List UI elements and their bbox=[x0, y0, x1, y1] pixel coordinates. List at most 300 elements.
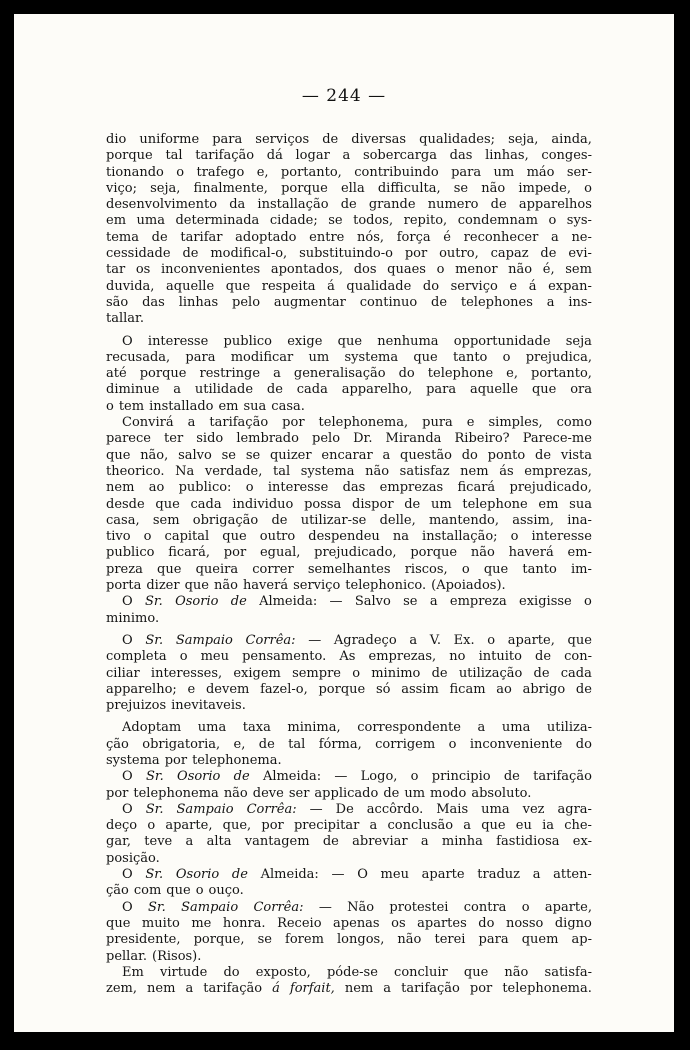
word: ne- bbox=[571, 229, 592, 245]
text-line bbox=[106, 965, 592, 981]
word: não bbox=[470, 545, 495, 561]
text-line bbox=[106, 366, 592, 382]
word: meu bbox=[380, 867, 409, 883]
word: tema bbox=[106, 229, 139, 245]
word: tallar. bbox=[106, 311, 144, 327]
word: recusada, bbox=[106, 349, 171, 365]
word: porque bbox=[139, 366, 187, 382]
word: serviços bbox=[255, 132, 310, 147]
word: fastidiosa bbox=[496, 834, 560, 850]
word: Sr. bbox=[145, 867, 164, 883]
word: quaes bbox=[387, 262, 426, 278]
word: o bbox=[195, 883, 204, 899]
word: alta bbox=[206, 834, 232, 850]
word: possa bbox=[304, 496, 342, 512]
word: que bbox=[157, 561, 182, 577]
word: fazel-o, bbox=[260, 681, 308, 697]
text-line bbox=[106, 279, 592, 295]
word: forfait, bbox=[289, 981, 335, 997]
word: outro bbox=[259, 529, 296, 545]
page-number: — 244 — bbox=[301, 86, 387, 106]
word: minimo bbox=[371, 665, 421, 681]
word: ter bbox=[164, 431, 184, 447]
word: cessidade bbox=[106, 246, 171, 262]
word: aquelle bbox=[469, 382, 519, 398]
word: porque, bbox=[193, 932, 245, 948]
word: força bbox=[396, 229, 431, 245]
word: dá bbox=[266, 148, 283, 164]
word: se bbox=[328, 213, 343, 229]
text-line bbox=[106, 529, 592, 545]
word: individuo bbox=[232, 496, 294, 512]
scanned-page bbox=[14, 14, 674, 1032]
text-line bbox=[106, 802, 592, 818]
word: uma bbox=[197, 720, 227, 736]
text-line bbox=[106, 213, 592, 229]
word: para bbox=[451, 164, 482, 180]
word: publico bbox=[106, 545, 155, 561]
word: opportunidade bbox=[453, 333, 551, 349]
word: por bbox=[223, 545, 247, 561]
word: nem bbox=[147, 981, 176, 997]
word: O bbox=[357, 867, 368, 883]
word: fórma, bbox=[318, 736, 362, 752]
word: installação bbox=[257, 197, 329, 213]
word: telephone bbox=[427, 366, 494, 382]
word: nosso bbox=[505, 915, 544, 931]
word: serviço bbox=[450, 278, 498, 294]
text-line bbox=[106, 981, 592, 997]
word: sido bbox=[196, 431, 224, 447]
word: taxa bbox=[242, 720, 271, 736]
word: lembrado bbox=[236, 431, 299, 447]
word: utilidade bbox=[194, 382, 254, 398]
word: diminue bbox=[106, 382, 160, 398]
word: o bbox=[461, 561, 470, 577]
word: principio bbox=[431, 769, 491, 785]
text-line bbox=[106, 867, 592, 883]
word: tarifação bbox=[203, 981, 263, 997]
text-line bbox=[106, 698, 592, 714]
word: pelo bbox=[312, 431, 341, 447]
word: Sampaio bbox=[175, 632, 233, 648]
word: que bbox=[184, 578, 209, 594]
word: ser- bbox=[566, 164, 592, 180]
word: aquelle bbox=[166, 278, 215, 294]
word: aparte, bbox=[165, 818, 213, 834]
word: sobercarga bbox=[362, 148, 437, 164]
word: se bbox=[245, 447, 261, 463]
word: linhas bbox=[178, 294, 219, 310]
word: (Apoiados). bbox=[431, 578, 506, 594]
word: de bbox=[503, 769, 520, 785]
word: ponto bbox=[487, 447, 526, 463]
word: para bbox=[426, 382, 457, 398]
word: virtude bbox=[159, 964, 208, 980]
word: inevitaveis. bbox=[171, 698, 246, 714]
word: pellar. bbox=[106, 948, 147, 964]
word: a bbox=[173, 382, 182, 398]
word: interesse bbox=[267, 480, 329, 496]
word: casa, bbox=[106, 512, 140, 528]
text-line bbox=[106, 431, 592, 447]
word: substituindo-o bbox=[299, 246, 393, 262]
text-line bbox=[106, 480, 592, 496]
word: entre bbox=[309, 229, 345, 245]
word: ins- bbox=[568, 294, 592, 310]
word: apontados, bbox=[270, 262, 344, 278]
word: aparte, bbox=[507, 632, 555, 648]
word: sem bbox=[152, 512, 180, 528]
word: exposto, bbox=[255, 964, 311, 980]
word: exigisse bbox=[519, 594, 572, 610]
word: Sr. bbox=[144, 594, 163, 610]
word: concluir bbox=[394, 964, 448, 980]
word: em bbox=[538, 496, 559, 512]
word: inconvenientes bbox=[160, 262, 261, 278]
word: delle, bbox=[379, 512, 416, 528]
word: até bbox=[106, 366, 127, 382]
word: prejuizos bbox=[106, 698, 167, 714]
word: das bbox=[449, 148, 473, 164]
text-line bbox=[106, 720, 592, 736]
word: de bbox=[431, 665, 448, 681]
word: devem bbox=[205, 681, 250, 697]
word: Em bbox=[122, 964, 144, 980]
word: tar bbox=[106, 262, 126, 278]
word: telephonico. bbox=[345, 578, 427, 594]
word: a bbox=[532, 867, 541, 883]
word: evi- bbox=[568, 246, 592, 262]
word: a bbox=[409, 632, 418, 648]
text-line bbox=[106, 448, 592, 464]
word: applicado bbox=[314, 785, 379, 801]
word: Sampaio bbox=[181, 899, 239, 915]
word: de bbox=[383, 785, 400, 801]
word: telephonema. bbox=[192, 752, 282, 768]
word: muito bbox=[141, 915, 180, 931]
word: modo bbox=[430, 785, 467, 801]
word: precipitar bbox=[293, 818, 360, 834]
word: o bbox=[510, 529, 519, 545]
word: conges- bbox=[541, 148, 592, 164]
word: tionando bbox=[106, 164, 164, 180]
word: Almeida: bbox=[262, 769, 322, 785]
word: por bbox=[164, 752, 188, 768]
word: con- bbox=[564, 649, 592, 665]
word: Osorio bbox=[175, 867, 220, 883]
word: assim, bbox=[512, 512, 554, 528]
text-line bbox=[106, 932, 592, 948]
word: Ex. bbox=[453, 632, 475, 648]
word: o bbox=[548, 213, 557, 229]
word: finalmente, bbox=[193, 180, 268, 196]
text-line bbox=[106, 633, 592, 649]
word: posição. bbox=[106, 850, 160, 866]
word: de bbox=[540, 246, 557, 262]
word: do bbox=[461, 447, 478, 463]
word: contribuindo bbox=[354, 164, 439, 180]
word: a bbox=[187, 415, 196, 431]
word: todos, bbox=[353, 213, 394, 229]
word: O bbox=[122, 801, 133, 817]
word: o bbox=[176, 164, 185, 180]
text-line bbox=[106, 594, 592, 610]
word: ciliar bbox=[106, 665, 140, 681]
text-line bbox=[106, 382, 592, 398]
word: de bbox=[490, 197, 507, 213]
word: semelhantes bbox=[307, 561, 391, 577]
word: da bbox=[229, 197, 246, 213]
word: ap- bbox=[571, 932, 592, 948]
word: os bbox=[135, 262, 151, 278]
word: abreviar bbox=[352, 834, 408, 850]
word: á bbox=[327, 278, 335, 294]
word: e, bbox=[256, 164, 269, 180]
word: salvo bbox=[178, 447, 212, 463]
word: um bbox=[308, 349, 330, 365]
word: o bbox=[143, 529, 152, 545]
word: correspondente bbox=[357, 720, 461, 736]
word: tal bbox=[165, 148, 183, 164]
word: despendeu bbox=[308, 529, 380, 545]
text-line bbox=[106, 562, 592, 578]
word: para bbox=[185, 349, 216, 365]
word: o bbox=[352, 665, 361, 681]
word: sua bbox=[569, 496, 592, 512]
word: modifical-o, bbox=[210, 246, 288, 262]
word: que bbox=[222, 529, 247, 545]
word: se bbox=[221, 447, 237, 463]
text-line bbox=[106, 916, 592, 932]
word: abrigo bbox=[522, 681, 566, 697]
word: apartes bbox=[417, 915, 467, 931]
word: de bbox=[258, 736, 275, 752]
text-line bbox=[106, 818, 592, 834]
text-line bbox=[106, 165, 592, 181]
word: o bbox=[410, 769, 419, 785]
word: forem bbox=[285, 932, 324, 948]
word: porque bbox=[281, 180, 328, 196]
word: se bbox=[257, 932, 272, 948]
word: minha bbox=[441, 834, 483, 850]
word: determinada bbox=[175, 213, 260, 229]
word: tarifação bbox=[209, 415, 269, 431]
word: sua bbox=[243, 398, 267, 414]
word: viço; bbox=[106, 180, 137, 196]
word: generalisação bbox=[293, 366, 386, 382]
word: De bbox=[335, 801, 354, 817]
word: outro, bbox=[439, 246, 479, 262]
word: Ribeiro? bbox=[454, 431, 510, 447]
word: satisfa- bbox=[544, 964, 592, 980]
word: Miranda bbox=[385, 431, 442, 447]
word: vista bbox=[560, 447, 592, 463]
word: tal bbox=[273, 463, 291, 479]
word: telephonema, bbox=[318, 415, 409, 431]
word: á bbox=[272, 981, 280, 997]
word: theorico. bbox=[106, 463, 165, 479]
word: o bbox=[245, 480, 254, 496]
word: nós, bbox=[357, 229, 385, 245]
word: Salvo bbox=[354, 594, 391, 610]
word: telephones bbox=[460, 294, 533, 310]
word: che- bbox=[564, 818, 592, 834]
word: Sampaio bbox=[176, 801, 234, 817]
word: systema bbox=[300, 463, 355, 479]
word: meu bbox=[200, 649, 230, 665]
word: Mais bbox=[436, 801, 469, 817]
word: interesse bbox=[147, 333, 209, 349]
word: o bbox=[436, 262, 445, 278]
word: a bbox=[429, 594, 438, 610]
word: publico bbox=[223, 333, 272, 349]
word: de bbox=[535, 447, 552, 463]
word: que bbox=[337, 333, 363, 349]
word: ia bbox=[542, 818, 554, 834]
word: são bbox=[106, 294, 129, 310]
word: tem bbox=[118, 398, 145, 414]
word: preza bbox=[106, 561, 143, 577]
word: tanto bbox=[452, 349, 488, 365]
word: Sr. bbox=[145, 632, 164, 648]
word: o bbox=[584, 180, 592, 196]
word: de bbox=[230, 594, 247, 610]
word: interesse bbox=[531, 529, 592, 545]
word: dos bbox=[353, 262, 377, 278]
text-line bbox=[106, 786, 592, 802]
text-line bbox=[106, 611, 592, 627]
word: que bbox=[106, 447, 131, 463]
word: tal bbox=[288, 736, 306, 752]
word: vez bbox=[522, 801, 545, 817]
word: ella bbox=[340, 180, 365, 196]
word: — bbox=[329, 594, 343, 610]
word: no bbox=[449, 649, 466, 665]
word: com bbox=[133, 883, 162, 899]
word: encarar bbox=[321, 447, 373, 463]
word: cidade; bbox=[269, 213, 318, 229]
word: a bbox=[369, 818, 378, 834]
word: á bbox=[528, 278, 537, 294]
word: cada bbox=[560, 665, 592, 681]
word: quizer bbox=[269, 447, 312, 463]
word: O bbox=[122, 594, 133, 610]
word: seja, bbox=[508, 132, 539, 147]
word: Almeida: bbox=[259, 594, 318, 610]
word: Convirá bbox=[122, 415, 174, 431]
word: casa. bbox=[271, 398, 305, 414]
word: o bbox=[179, 649, 188, 665]
word: o bbox=[106, 398, 114, 414]
word: o bbox=[521, 899, 530, 915]
word: interesses, bbox=[150, 665, 223, 681]
word: menor bbox=[455, 262, 498, 278]
word: telephonema. bbox=[502, 981, 592, 997]
word: por bbox=[404, 246, 428, 262]
word: na bbox=[392, 529, 409, 545]
text-line bbox=[106, 737, 592, 753]
word: installação; bbox=[422, 529, 498, 545]
word: é, bbox=[542, 262, 555, 278]
word: não bbox=[397, 932, 422, 948]
text-line bbox=[106, 513, 592, 529]
word: emprezas, bbox=[524, 463, 592, 479]
word: correr bbox=[252, 561, 294, 577]
word: do bbox=[422, 278, 440, 294]
word: systema bbox=[344, 349, 399, 365]
word: gar, bbox=[106, 834, 131, 850]
word: vantagem bbox=[244, 834, 310, 850]
word: prejudica, bbox=[525, 349, 592, 365]
word: inconveniente bbox=[469, 736, 563, 752]
word: emprezas, bbox=[368, 649, 437, 665]
word: impede, bbox=[518, 180, 571, 196]
word: me bbox=[191, 915, 212, 931]
word: exigem bbox=[233, 665, 281, 681]
word: egual, bbox=[259, 545, 301, 561]
word: satisfaz bbox=[399, 463, 450, 479]
word: que bbox=[463, 964, 489, 980]
word: das bbox=[342, 480, 366, 496]
word: adoptado bbox=[235, 229, 297, 245]
word: respeita bbox=[261, 278, 316, 294]
word: O bbox=[122, 867, 133, 883]
word: nem bbox=[460, 463, 489, 479]
word: prejudicado, bbox=[509, 480, 592, 496]
word: O bbox=[122, 333, 133, 349]
word: a bbox=[342, 148, 351, 164]
word: a bbox=[382, 447, 391, 463]
word: ás bbox=[499, 463, 514, 479]
word: queira bbox=[195, 561, 239, 577]
word: de bbox=[182, 246, 199, 262]
word: nenhuma bbox=[377, 333, 439, 349]
word: duvida, bbox=[106, 278, 155, 294]
word: minima, bbox=[287, 720, 341, 736]
word: corrigem bbox=[375, 736, 436, 752]
word: Receio bbox=[277, 915, 322, 931]
word: pensamento. bbox=[242, 649, 327, 665]
text-line bbox=[106, 246, 592, 262]
word: seja bbox=[565, 333, 592, 349]
word: para bbox=[212, 132, 243, 147]
word: em bbox=[218, 398, 239, 414]
word: máo bbox=[526, 164, 555, 180]
word: zem, bbox=[106, 981, 138, 997]
word: deço bbox=[106, 818, 138, 834]
word: que bbox=[483, 561, 509, 577]
word: sem bbox=[565, 262, 592, 278]
word: o bbox=[147, 818, 156, 834]
word: augmentar bbox=[273, 294, 346, 310]
text-line bbox=[106, 666, 592, 682]
word: nem bbox=[344, 981, 374, 997]
word: quem bbox=[521, 932, 559, 948]
word: de bbox=[340, 197, 357, 213]
text-line bbox=[106, 753, 592, 769]
word: porta bbox=[106, 578, 142, 594]
word: publico: bbox=[178, 480, 232, 496]
word: restringe bbox=[199, 366, 261, 382]
word: tanto bbox=[522, 561, 557, 577]
word: a bbox=[273, 366, 281, 382]
word: presidente, bbox=[106, 932, 181, 948]
word: Sr. bbox=[145, 801, 164, 817]
word: ser bbox=[288, 785, 310, 801]
text-line bbox=[106, 295, 592, 311]
word: de bbox=[431, 294, 448, 310]
